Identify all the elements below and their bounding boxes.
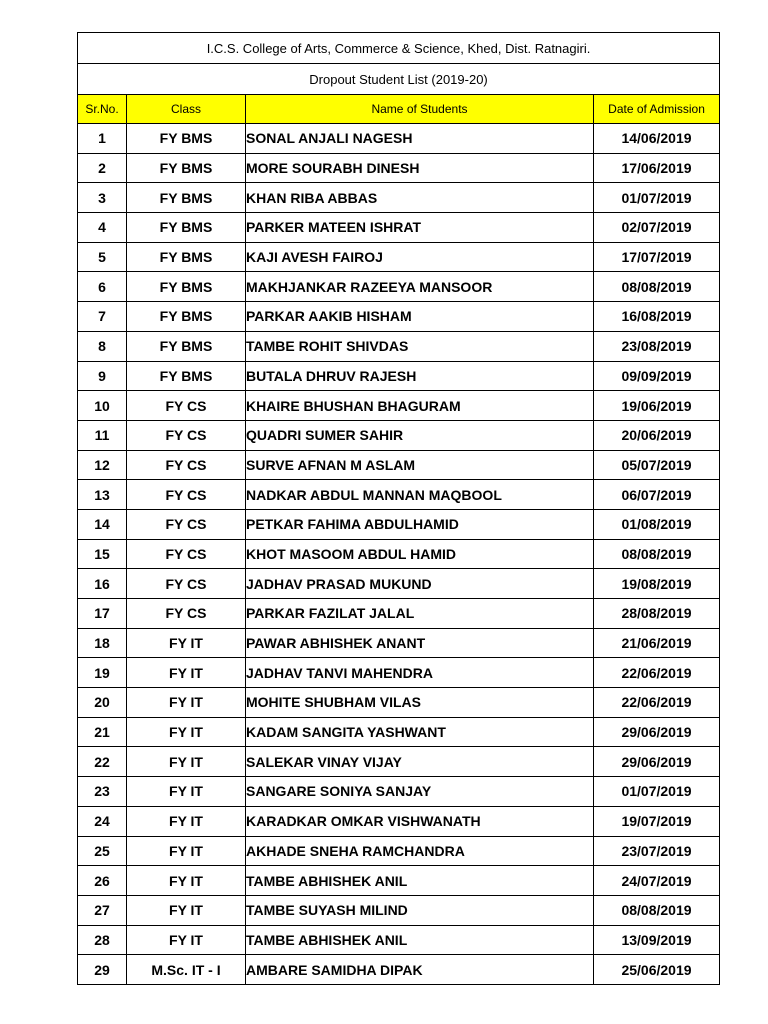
cell-student-name: KHAIRE BHUSHAN BHAGURAM <box>246 391 594 421</box>
cell-sr-no: 20 <box>78 688 127 718</box>
cell-date-of-admission: 08/08/2019 <box>594 272 720 302</box>
cell-class: FY BMS <box>127 124 246 154</box>
cell-class: FY IT <box>127 658 246 688</box>
cell-sr-no: 23 <box>78 777 127 807</box>
cell-date-of-admission: 29/06/2019 <box>594 717 720 747</box>
cell-sr-no: 29 <box>78 955 127 985</box>
table-row <box>78 361 720 391</box>
table-row <box>78 213 720 243</box>
cell-class: FY CS <box>127 509 246 539</box>
cell-sr-no: 3 <box>78 183 127 213</box>
cell-sr-no: 17 <box>78 599 127 629</box>
cell-student-name: TAMBE SUYASH MILIND <box>246 895 594 925</box>
cell-class: FY CS <box>127 391 246 421</box>
cell-student-name: SONAL ANJALI NAGESH <box>246 124 594 154</box>
cell-student-name: KARADKAR OMKAR VISHWANATH <box>246 806 594 836</box>
table-row <box>78 331 720 361</box>
cell-class: FY IT <box>127 717 246 747</box>
cell-date-of-admission: 01/07/2019 <box>594 777 720 807</box>
cell-sr-no: 16 <box>78 569 127 599</box>
cell-sr-no: 4 <box>78 213 127 243</box>
cell-date-of-admission: 06/07/2019 <box>594 480 720 510</box>
cell-class: FY IT <box>127 777 246 807</box>
cell-sr-no: 18 <box>78 628 127 658</box>
cell-date-of-admission: 09/09/2019 <box>594 361 720 391</box>
table-row <box>78 747 720 777</box>
table-row <box>78 688 720 718</box>
cell-student-name: AKHADE SNEHA RAMCHANDRA <box>246 836 594 866</box>
cell-class: FY BMS <box>127 183 246 213</box>
cell-class: FY IT <box>127 895 246 925</box>
cell-sr-no: 21 <box>78 717 127 747</box>
cell-date-of-admission: 24/07/2019 <box>594 866 720 896</box>
column-header-class: Class <box>127 95 246 124</box>
cell-class: FY BMS <box>127 302 246 332</box>
cell-sr-no: 15 <box>78 539 127 569</box>
cell-sr-no: 14 <box>78 509 127 539</box>
cell-student-name: MAKHJANKAR RAZEEYA MANSOOR <box>246 272 594 302</box>
cell-date-of-admission: 22/06/2019 <box>594 658 720 688</box>
cell-sr-no: 1 <box>78 124 127 154</box>
table-row <box>78 658 720 688</box>
cell-student-name: SALEKAR VINAY VIJAY <box>246 747 594 777</box>
table-row <box>78 302 720 332</box>
table-row <box>78 866 720 896</box>
cell-sr-no: 8 <box>78 331 127 361</box>
cell-date-of-admission: 21/06/2019 <box>594 628 720 658</box>
cell-student-name: SURVE AFNAN M ASLAM <box>246 450 594 480</box>
cell-student-name: QUADRI SUMER SAHIR <box>246 420 594 450</box>
table-row <box>78 153 720 183</box>
cell-sr-no: 22 <box>78 747 127 777</box>
cell-class: FY CS <box>127 569 246 599</box>
cell-sr-no: 28 <box>78 925 127 955</box>
cell-student-name: PARKAR FAZILAT JALAL <box>246 599 594 629</box>
cell-class: FY IT <box>127 628 246 658</box>
cell-date-of-admission: 25/06/2019 <box>594 955 720 985</box>
cell-class: FY BMS <box>127 331 246 361</box>
table-row <box>78 420 720 450</box>
cell-class: FY BMS <box>127 272 246 302</box>
table-row <box>78 895 720 925</box>
cell-class: FY CS <box>127 539 246 569</box>
column-header-date: Date of Admission <box>594 95 720 124</box>
table-row <box>78 124 720 154</box>
cell-date-of-admission: 20/06/2019 <box>594 420 720 450</box>
table-row <box>78 777 720 807</box>
dropout-student-table <box>77 32 720 985</box>
cell-date-of-admission: 19/08/2019 <box>594 569 720 599</box>
table-row <box>78 272 720 302</box>
list-title: Dropout Student List (2019-20) <box>78 64 720 95</box>
cell-sr-no: 13 <box>78 480 127 510</box>
table-row <box>78 569 720 599</box>
cell-student-name: PAWAR ABHISHEK ANANT <box>246 628 594 658</box>
cell-class: FY BMS <box>127 213 246 243</box>
table-row <box>78 925 720 955</box>
cell-date-of-admission: 28/08/2019 <box>594 599 720 629</box>
cell-student-name: KAJI AVESH FAIROJ <box>246 242 594 272</box>
cell-student-name: PETKAR FAHIMA ABDULHAMID <box>246 509 594 539</box>
cell-class: FY BMS <box>127 242 246 272</box>
cell-date-of-admission: 23/07/2019 <box>594 836 720 866</box>
cell-sr-no: 24 <box>78 806 127 836</box>
cell-class: FY IT <box>127 688 246 718</box>
cell-date-of-admission: 23/08/2019 <box>594 331 720 361</box>
cell-student-name: BUTALA DHRUV RAJESH <box>246 361 594 391</box>
cell-date-of-admission: 17/06/2019 <box>594 153 720 183</box>
cell-sr-no: 2 <box>78 153 127 183</box>
table-row <box>78 806 720 836</box>
cell-class: FY CS <box>127 480 246 510</box>
cell-date-of-admission: 02/07/2019 <box>594 213 720 243</box>
cell-class: FY BMS <box>127 361 246 391</box>
cell-student-name: KADAM SANGITA YASHWANT <box>246 717 594 747</box>
cell-student-name: TAMBE ROHIT SHIVDAS <box>246 331 594 361</box>
cell-student-name: TAMBE ABHISHEK ANIL <box>246 866 594 896</box>
college-title: I.C.S. College of Arts, Commerce & Science, Khed, Dist. Ratnagiri. <box>78 33 720 64</box>
cell-sr-no: 5 <box>78 242 127 272</box>
cell-sr-no: 12 <box>78 450 127 480</box>
cell-student-name: AMBARE SAMIDHA DIPAK <box>246 955 594 985</box>
cell-sr-no: 25 <box>78 836 127 866</box>
cell-sr-no: 6 <box>78 272 127 302</box>
table-row <box>78 599 720 629</box>
table-row <box>78 836 720 866</box>
cell-date-of-admission: 17/07/2019 <box>594 242 720 272</box>
cell-student-name: JADHAV PRASAD MUKUND <box>246 569 594 599</box>
cell-student-name: TAMBE ABHISHEK ANIL <box>246 925 594 955</box>
cell-student-name: MOHITE SHUBHAM VILAS <box>246 688 594 718</box>
cell-date-of-admission: 19/06/2019 <box>594 391 720 421</box>
column-header-name: Name of Students <box>246 95 594 124</box>
cell-class: FY IT <box>127 866 246 896</box>
table-row <box>78 183 720 213</box>
cell-sr-no: 11 <box>78 420 127 450</box>
cell-sr-no: 10 <box>78 391 127 421</box>
college-title-row <box>78 33 720 64</box>
cell-date-of-admission: 01/08/2019 <box>594 509 720 539</box>
cell-date-of-admission: 29/06/2019 <box>594 747 720 777</box>
cell-date-of-admission: 08/08/2019 <box>594 539 720 569</box>
cell-class: FY CS <box>127 599 246 629</box>
list-title-row <box>78 64 720 95</box>
cell-date-of-admission: 14/06/2019 <box>594 124 720 154</box>
cell-class: FY BMS <box>127 153 246 183</box>
table-row <box>78 955 720 985</box>
cell-class: FY IT <box>127 925 246 955</box>
cell-student-name: JADHAV TANVI MAHENDRA <box>246 658 594 688</box>
cell-date-of-admission: 13/09/2019 <box>594 925 720 955</box>
table-row <box>78 539 720 569</box>
cell-sr-no: 9 <box>78 361 127 391</box>
cell-date-of-admission: 01/07/2019 <box>594 183 720 213</box>
cell-date-of-admission: 22/06/2019 <box>594 688 720 718</box>
cell-class: M.Sc. IT - I <box>127 955 246 985</box>
cell-student-name: MORE SOURABH DINESH <box>246 153 594 183</box>
table-row <box>78 628 720 658</box>
cell-student-name: SANGARE SONIYA SANJAY <box>246 777 594 807</box>
cell-date-of-admission: 16/08/2019 <box>594 302 720 332</box>
cell-class: FY CS <box>127 450 246 480</box>
cell-sr-no: 19 <box>78 658 127 688</box>
table-row <box>78 717 720 747</box>
cell-class: FY IT <box>127 747 246 777</box>
table-row <box>78 480 720 510</box>
table-row <box>78 242 720 272</box>
cell-student-name: PARKER MATEEN ISHRAT <box>246 213 594 243</box>
cell-student-name: NADKAR ABDUL MANNAN MAQBOOL <box>246 480 594 510</box>
table-row <box>78 391 720 421</box>
cell-class: FY IT <box>127 836 246 866</box>
cell-date-of-admission: 08/08/2019 <box>594 895 720 925</box>
cell-sr-no: 26 <box>78 866 127 896</box>
cell-sr-no: 7 <box>78 302 127 332</box>
cell-student-name: KHAN RIBA ABBAS <box>246 183 594 213</box>
cell-student-name: PARKAR AAKIB HISHAM <box>246 302 594 332</box>
cell-date-of-admission: 05/07/2019 <box>594 450 720 480</box>
cell-student-name: KHOT MASOOM ABDUL HAMID <box>246 539 594 569</box>
table-body <box>78 124 720 985</box>
column-header-row <box>78 95 720 124</box>
table-row <box>78 450 720 480</box>
table-row <box>78 509 720 539</box>
cell-class: FY IT <box>127 806 246 836</box>
cell-class: FY CS <box>127 420 246 450</box>
column-header-sr-no: Sr.No. <box>78 95 127 124</box>
cell-sr-no: 27 <box>78 895 127 925</box>
cell-date-of-admission: 19/07/2019 <box>594 806 720 836</box>
